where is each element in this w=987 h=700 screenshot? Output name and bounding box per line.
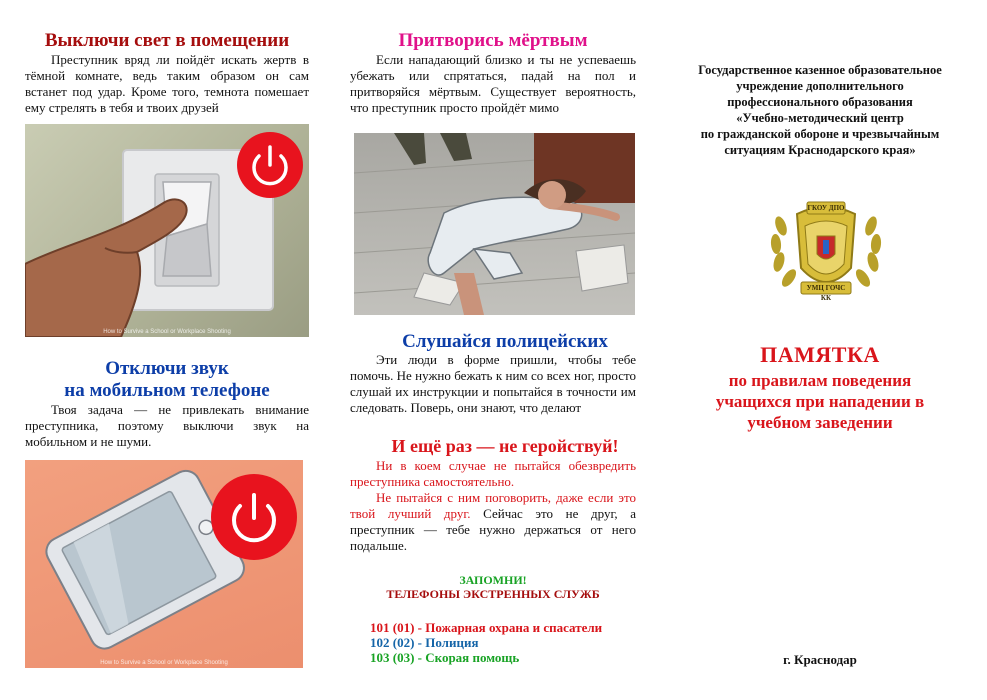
play-dead-image (354, 133, 635, 315)
section-text-no-hero-1: Ни в коем случае не пытайся обезвредить преступника самостоятельно. (350, 458, 636, 489)
section-text-mute: Твоя задача — не привлекать внимание преступника, поэтому выключи звук на мобильном и не шуми. (25, 402, 309, 449)
section-text-police: Эти люди в форме пришли, чтобы тебе помочь. Не нужно бежать к ним со всех ног, просто слушай их инструкции и попытайся в точности им следовать. Поверь, они знают, что делают (350, 352, 636, 415)
section-title-play-dead: Притворись мёртвым (398, 30, 588, 51)
section-text-play-dead: Если нападающий близко и ты не успеваешь убежать или спрятаться, падай на пол и притворяйся мёртвым. Существует вероятность, что преступник просто пройдёт мимо (350, 52, 636, 115)
power-button-icon (211, 474, 297, 560)
org-line: «Учебно-методический центр (736, 111, 904, 125)
remember-label: ЗАПОМНИ! (459, 573, 527, 587)
subtitle-line: учебном заведении (747, 413, 893, 432)
org-line: учреждение дополнительного (736, 79, 904, 93)
phone-police: 102 (02) - Полиция (370, 635, 479, 650)
section-title-mute-line2: на мобильном телефоне (64, 380, 270, 401)
org-line: профессионального образования (727, 95, 913, 109)
org-line: ситуациям Краснодарского края» (724, 143, 916, 157)
emergency-phones-title: ТЕЛЕФОНЫ ЭКСТРЕННЫХ СЛУЖБ (386, 587, 600, 601)
no-hero-advice: Сейчас это не друг, а преступник — тебе нужно держаться от него подальше. (350, 506, 637, 553)
subtitle-line: учащихся при нападении в (715, 392, 925, 411)
phone-fire: 101 (01) - Пожарная охрана и спасатели (370, 620, 603, 635)
org-line: по гражданской обороне и чрезвычайным (700, 127, 940, 141)
emblem-bottom-text: УМЦ ГОЧС КК (806, 284, 846, 302)
emblem-logo (767, 196, 885, 302)
no-hero-warning: Не пытайся с ним поговорить, даже если это твой лучший друг. (350, 490, 636, 521)
section-title-no-hero: И ещё раз — не геройствуй! (391, 436, 619, 456)
subtitle-line: по правилам поведения (728, 371, 912, 390)
section-title-mute (25, 358, 309, 402)
section-title-mute-line1: Отключи звук (105, 358, 229, 379)
emergency-phones-list (370, 620, 650, 665)
org-line: Государственное казенное образовательное (698, 63, 942, 77)
memo-subtitle (665, 370, 975, 433)
person-on-floor-illustration (354, 133, 635, 315)
phone-image (25, 460, 303, 668)
emblem-top-text: ГКОУ ДПО (807, 204, 845, 212)
section-text-no-hero-2 (350, 490, 636, 554)
power-button-icon (237, 132, 303, 198)
phone-ambulance: 103 (03) - Скорая помощь (370, 650, 520, 665)
section-title-light: Выключи свет в помещении (44, 30, 290, 51)
light-switch-image (25, 124, 309, 337)
section-text-light: Преступник вряд ли пойдёт искать жертв в тёмной комнате, ведь таким образом он сам встанет под удар. Кроме того, темнота помешает ему стрелять в тебя и твоих друзей (25, 52, 309, 115)
section-title-police: Слушайся полицейских (402, 331, 608, 352)
organization-name (665, 62, 975, 158)
city-label: г. Краснодар (783, 652, 857, 667)
image-watermark: How to Survive a School or Workplace Shooting (103, 329, 231, 335)
image-watermark: How to Survive a School or Workplace Shooting (100, 660, 228, 666)
memo-title: ПАМЯТКА (760, 342, 880, 367)
